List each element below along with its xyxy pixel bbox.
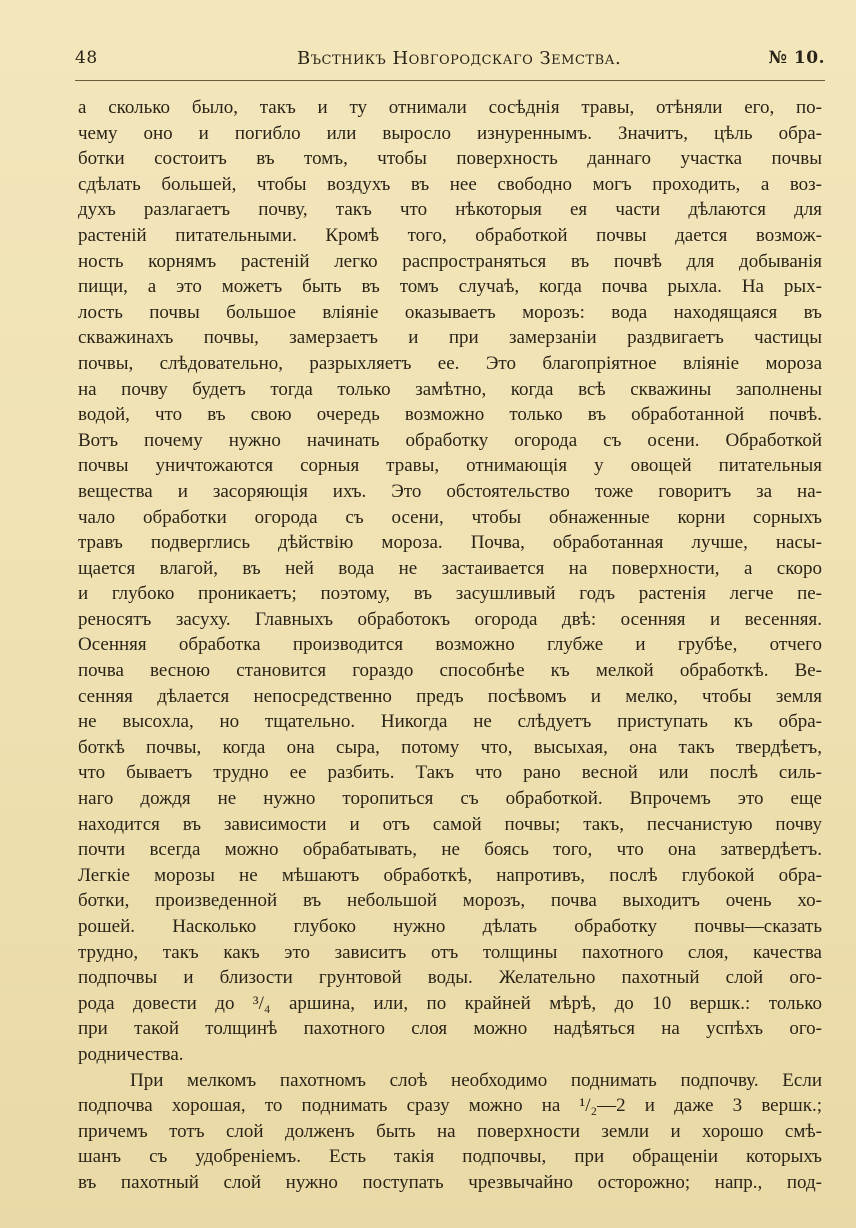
running-header xyxy=(75,46,825,76)
text-line: ность корнямъ растеній легко распространяться въ почвѣ для добыванія xyxy=(78,250,822,272)
text-line: чему оно и погибло или выросло изнуреннымъ. Значитъ, цѣль обра- xyxy=(78,122,822,144)
text-line: что бываетъ трудно ее разбить. Такъ что рано весной или послѣ силь- xyxy=(78,762,822,784)
text-line: сенняя дѣлается непосредственно предъ посѣвомъ и мелко, чтобы земля xyxy=(78,685,822,707)
text-line: При мелкомъ пахотномъ слоѣ необходимо поднимать подпочву. Если xyxy=(130,1069,822,1091)
text-line: чало обработки огорода съ осени, чтобы обнаженные корни сорныхъ xyxy=(78,506,822,528)
header-rule xyxy=(75,80,825,81)
text-line: травъ подверглись дѣйствію мороза. Почва, обработанная лучше, насы- xyxy=(78,532,822,554)
text-line: подпочвы и близости грунтовой воды. Желательно пахотный слой ого- xyxy=(78,967,822,989)
text-line: духъ разлагаетъ почву, такъ что нѣкоторыя ея части дѣлаются для xyxy=(78,199,822,221)
text-line: находится въ зависимости и отъ самой почвы; такъ, песчанистую почву xyxy=(78,813,822,835)
text-line: рода довести до ³/₄ аршина, или, по крайней мѣрѣ, до 10 вершк.: только xyxy=(78,992,822,1014)
text-line: скважинахъ почвы, замерзаетъ и при замерзаніи раздвигаетъ частицы xyxy=(78,327,822,349)
body-text xyxy=(78,95,822,1196)
page-number: 48 xyxy=(75,48,98,68)
text-line: не высохла, но тщательно. Никогда не слѣдуетъ приступать къ обра- xyxy=(78,711,822,733)
text-line: и глубоко проникаетъ; поэтому, въ засушливый годъ растенія легче пе- xyxy=(78,583,822,605)
text-line: пищи, а это можетъ быть въ томъ случаѣ, когда почва рыхла. На рых- xyxy=(78,276,822,298)
text-line: реносятъ засуху. Главныхъ обработокъ огорода двѣ: осенняя и весенняя. xyxy=(78,608,822,630)
text-line: при такой толщинѣ пахотного слоя можно надѣяться на успѣхъ ого- xyxy=(78,1018,822,1040)
text-line: причемъ тотъ слой долженъ быть на поверхности земли и хорошо смѣ- xyxy=(78,1120,822,1142)
journal-title: Въстникъ Новгородскаго Земства. xyxy=(297,48,622,69)
text-line: сдѣлать большей, чтобы воздухъ въ нее свободно могъ проходить, а воз- xyxy=(78,173,822,195)
text-line: въ пахотный слой нужно поступать чрезвычайно осторожно; напр., под- xyxy=(78,1171,822,1193)
text-line: на почву будетъ тогда только замѣтно, когда всѣ скважины заполнены xyxy=(78,378,822,400)
text-line: щается влагой, въ ней вода не застаивается на поверхности, а скоро xyxy=(78,557,822,579)
text-line: подпочва хорошая, то поднимать сразу можно на ¹/₂—2 и даже 3 вершк.; xyxy=(78,1095,822,1117)
text-line: рошей. Насколько глубоко нужно дѣлать обработку почвы—сказать xyxy=(78,916,822,937)
text-line: ботки состоитъ въ томъ, чтобы поверхность даннаго участка почвы xyxy=(78,148,822,170)
text-line: Легкіе морозы не мѣшаютъ обработкѣ, напротивъ, послѣ глубокой обра- xyxy=(78,864,822,886)
text-line: боткѣ почвы, когда она сыра, потому что, высыхая, она такъ твердѣетъ, xyxy=(78,736,822,758)
text-line: растеній питательными. Кромѣ того, обработкой почвы дается возмож- xyxy=(78,224,822,246)
text-line: родничества. xyxy=(78,1043,184,1065)
text-line: вещества и засоряющія ихъ. Это обстоятельство тоже говоритъ за на- xyxy=(78,480,822,502)
text-line: наго дождя не нужно торопиться съ обработкой. Впрочемъ это еще xyxy=(78,788,822,810)
text-line: лость почвы большое вліяніе оказываетъ морозъ: вода находящаяся въ xyxy=(78,301,822,323)
text-line: почвы, слѣдовательно, разрыхляетъ ее. Это благопріятное вліяніе мороза xyxy=(78,352,822,374)
text-line: ботки, произведенной въ небольшой морозъ, почва выходитъ очень хо- xyxy=(78,890,822,912)
text-line: трудно, такъ какъ это зависитъ отъ толщины пахотного слоя, качества xyxy=(78,941,822,963)
text-line: почти всегда можно обрабатывать, не боясь того, что она затвердѣетъ. xyxy=(78,839,822,861)
text-line: почвы уничтожаются сорныя травы, отнимающія у овощей питательныя xyxy=(78,455,822,477)
text-line: Вотъ почему нужно начинать обработку огорода съ осени. Обработкой xyxy=(78,429,822,451)
text-line: Осенняя обработка производится возможно глубже и грубѣе, отчего xyxy=(78,634,822,656)
text-line: а сколько было, такъ и ту отнимали сосѣднія травы, отѣняли его, по- xyxy=(78,97,822,118)
text-line: почва весною становится гораздо способнѣе къ мелкой обработкѣ. Ве- xyxy=(78,660,822,682)
text-line: шанъ съ удобреніемъ. Есть такія подпочвы, при обращеніи которыхъ xyxy=(78,1146,822,1168)
text-line: водой, что въ свою очередь возможно только въ обработанной почвѣ. xyxy=(78,404,822,426)
issue-number: № 10. xyxy=(768,48,825,68)
